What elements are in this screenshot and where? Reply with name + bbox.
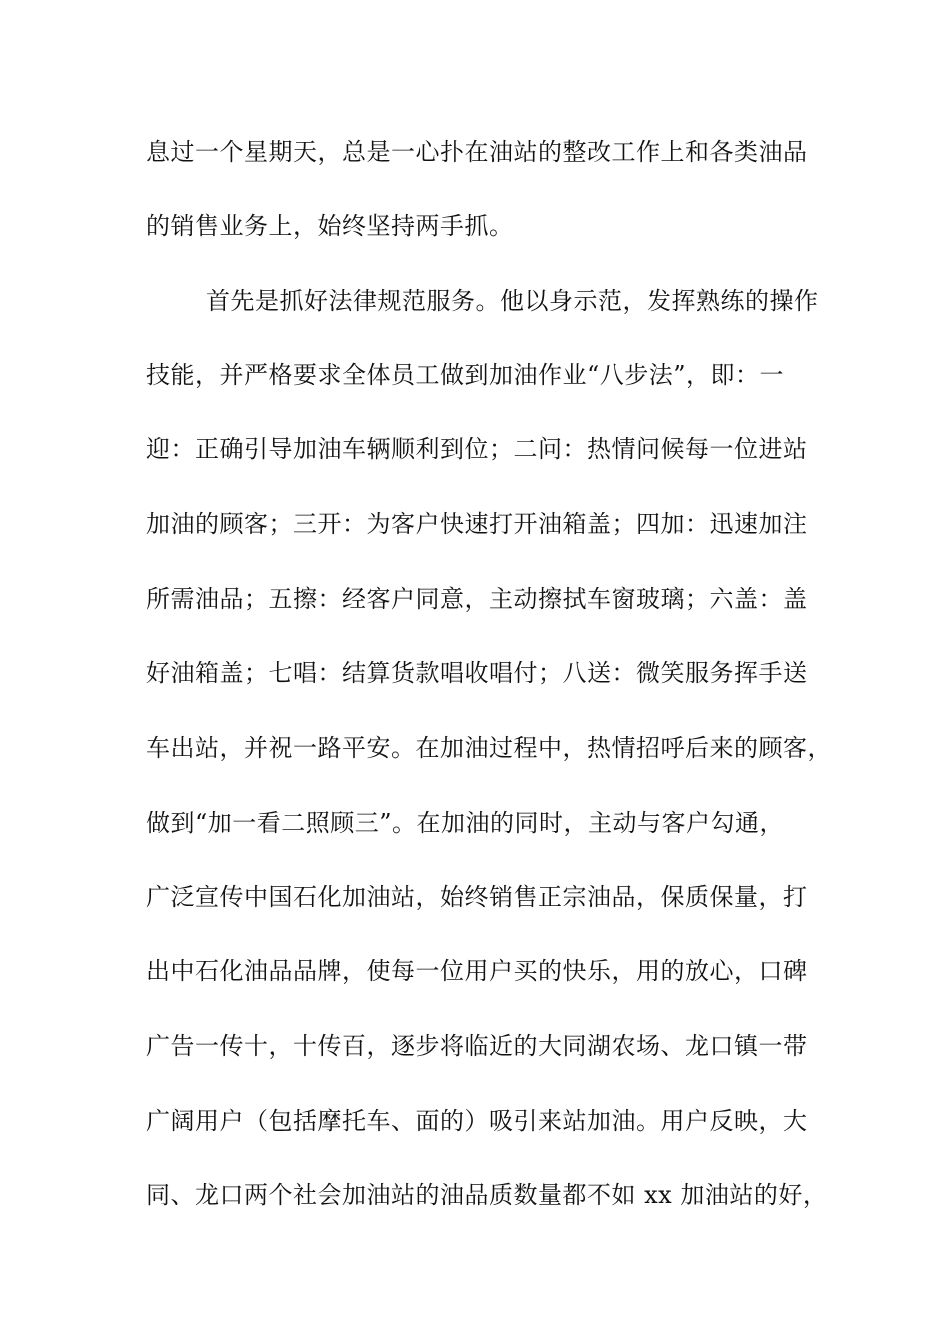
paragraph-line: 好油箱盖；七唱：结算货款唱收唱付；八送：微笑服务挥手送: [146, 659, 808, 687]
paragraph-line: 做到“加一看二照顾三”。在加油的同时，主动与客户勾通，: [146, 809, 785, 837]
paragraph-line: 息过一个星期天，总是一心扑在油站的整改工作上和各类油品: [146, 138, 808, 166]
paragraph-line: 广泛宣传中国石化加油站，始终销售正宗油品，保质保量，打: [146, 883, 808, 911]
paragraph-line: 所需油品；五擦：经客户同意，主动擦拭车窗玻璃；六盖：盖: [146, 585, 808, 613]
paragraph-line: 迎：正确引导加油车辆顺利到位；二问：热情问候每一位进站: [146, 435, 808, 463]
paragraph-line: 加油的顾客；三开：为客户快速打开油箱盖；四加：迅速加注: [146, 510, 808, 538]
paragraph-line: 的销售业务上，始终坚持两手抓。: [146, 212, 514, 240]
paragraph-line: 广告一传十，十传百，逐步将临近的大同湖农场、龙口镇一带: [146, 1032, 808, 1060]
paragraph-line: 出中石化油品品牌，使每一位用户买的快乐，用的放心，口碑: [146, 957, 808, 985]
paragraph-line: 车出站，并祝一路平安。在加油过程中，热情招呼后来的顾客，: [146, 734, 832, 762]
paragraph-line-indented: 首先是抓好法律规范服务。他以身示范，发挥熟练的操作: [206, 287, 819, 315]
paragraph-line: 技能，并严格要求全体员工做到加油作业“八步法”，即：一: [146, 361, 785, 389]
paragraph-line: 广阔用户（包括摩托车、面的）吸引来站加油。用户反映，大: [146, 1107, 808, 1135]
paragraph-line: 同、龙口两个社会加油站的油品质数量都不如 xx 加油站的好，: [146, 1181, 828, 1209]
